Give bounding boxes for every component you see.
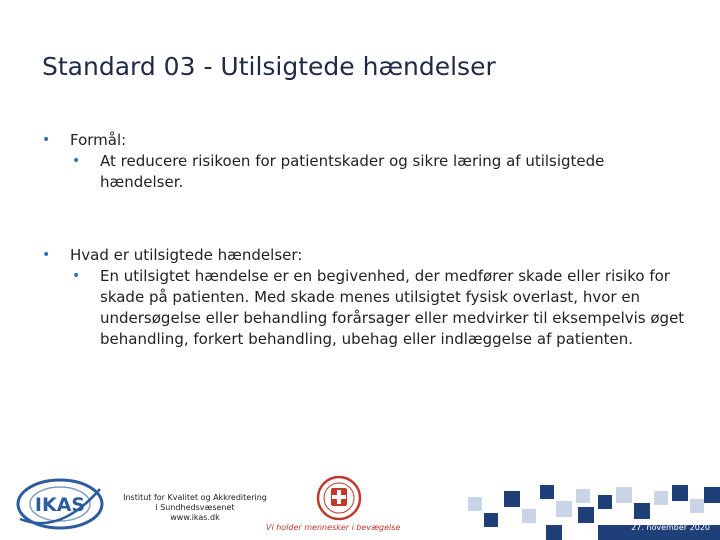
- bullet-list: [42, 130, 692, 350]
- bullet-dot-icon: •: [42, 247, 51, 263]
- ikas-logo: [14, 473, 106, 535]
- sub-bullet-purpose: [42, 151, 692, 193]
- ikas-logo-text: IKAS: [34, 494, 86, 516]
- bullet-purpose-heading: Formål:: [70, 131, 127, 149]
- sub-bullet-purpose-text: At reducere risikoen for patientskader og sikre læring af utilsigtede hændelser.: [100, 152, 605, 191]
- institution-url: www.ikas.dk: [170, 513, 220, 522]
- institution-info: [120, 493, 270, 523]
- bullet-dot-icon: •: [72, 153, 81, 169]
- bullet-purpose: [42, 130, 692, 151]
- tagline: Vi holder mennesker i bevægelse: [266, 523, 401, 532]
- institution-name: Institut for Kvalitet og Akkreditering: [123, 493, 267, 502]
- slide-title: Standard 03 - Utilsigtede hændelser: [42, 52, 496, 81]
- bullet-definition-heading: Hvad er utilsigtede hændelser:: [70, 246, 303, 264]
- sub-bullet-definition: [42, 266, 692, 350]
- sub-bullet-definition-text: En utilsigtet hændelse er en begivenhed, der medfører skade eller risiko for skade på patienten. Med skade menes utilsigtet fysisk overlast, hvor en undersøgelse eller behandling forårsager eller medvirker til eksempelvis øget behandling, forkert behandling, ubehag eller indlæggelse af patienten.: [100, 267, 685, 348]
- presentation-date: 27. november 2020: [631, 523, 710, 532]
- accreditation-seal-icon: [316, 475, 362, 521]
- footer: [0, 465, 720, 540]
- institution-name-2: i Sundhedsvæsenet: [155, 503, 235, 512]
- bullet-dot-icon: •: [72, 268, 81, 284]
- bullet-definition: [42, 245, 692, 266]
- bullet-dot-icon: •: [42, 132, 51, 148]
